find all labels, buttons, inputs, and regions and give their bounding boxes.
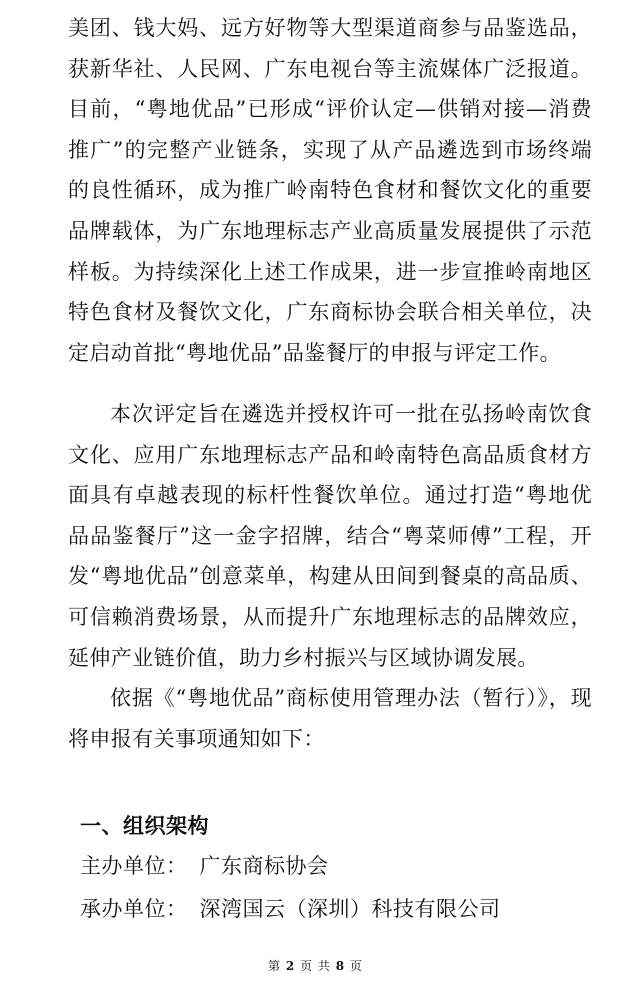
organizer-unit-label: 承办单位： <box>80 897 188 921</box>
organizer-unit-line <box>80 889 501 929</box>
organizer-unit-value: 深湾国云（深圳）科技有限公司 <box>199 897 501 921</box>
paragraph-basis: 依据《“粤地优品”商标使用管理办法（暂行）》，现将申报有关事项通知如下： <box>68 686 592 751</box>
footer-prefix: 第 <box>268 959 282 973</box>
host-unit-value: 广东商标协会 <box>199 854 329 878</box>
footer-suffix: 页 <box>349 959 363 973</box>
host-unit-label: 主办单位： <box>80 854 188 878</box>
paragraph-background: 美团、钱大妈、远方好物等大型渠道商参与品鉴选品，获新华社、人民网、广东电视台等主流媒体广泛报道。目前，“粤地优品”已形成“评价认定—供销对接—消费推广”的完整产业链条，实现了从产品遴选到市场终端的良性循环，成为推广岭南特色食材和餐饮文化的重要品牌载体，为广东地理标志产业高质量发展提供了示范样板。为持续深化上述工作成果，进一步宣推岭南地区特色食材及餐饮文化，广东商标协会联合相关单位，决定启动首批“粤地优品”品鉴餐厅的申报与评定工作。 <box>68 16 592 365</box>
current-page-number: 2 <box>285 959 296 973</box>
section-heading-organization: 一、组织架构 <box>80 814 209 838</box>
paragraph-purpose: 本次评定旨在遴选并授权许可一批在弘扬岭南饮食文化、应用广东地理标志产品和岭南特色高品质食材方面具有卓越表现的标杆性餐饮单位。通过打造“粤地优品品鉴餐厅”这一金字招牌，结合“粤菜师傅”工程，开发“粤地优品”创意菜单，构建从田间到餐桌的高品质、可信赖消费场景，从而提升广东地理标志的品牌效应，延伸产业链价值，助力乡村振兴与区域协调发展。 <box>68 402 592 670</box>
page-footer <box>0 958 631 974</box>
footer-middle: 页 共 <box>300 959 331 973</box>
total-page-number: 8 <box>335 959 346 973</box>
host-unit-line <box>80 846 329 886</box>
